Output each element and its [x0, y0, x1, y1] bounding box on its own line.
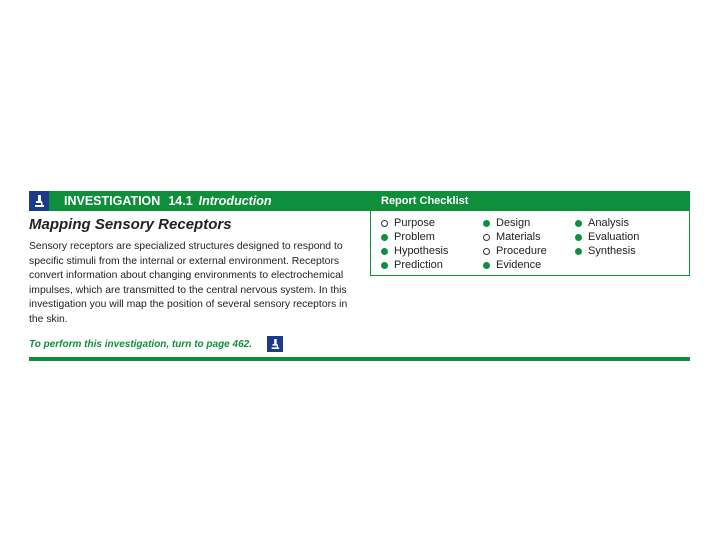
checklist-column: [575, 216, 639, 258]
checklist-item: Purpose: [381, 216, 448, 230]
bottom-divider: [29, 357, 690, 361]
investigation-number: 14.1: [168, 194, 193, 208]
checklist-item: Prediction: [381, 258, 448, 272]
lab-description: Sensory receptors are specialized structures designed to respond to specific stimuli from the internal or external environment. Receptors convert information about changing environments to electrochemical impulses, which are transmitted to the central nervous system. In this investigation you will map the position of several sensory receptors in the skin.: [29, 241, 348, 325]
microscope-icon: [267, 336, 283, 352]
investigation-heading: [64, 191, 272, 211]
report-checklist: [370, 211, 690, 276]
checklist-item: Design: [483, 216, 547, 230]
investigation-label: INVESTIGATION: [64, 194, 161, 208]
checklist-item: Problem: [381, 230, 448, 244]
unchecked-dot-icon: [483, 248, 490, 255]
checked-dot-icon: [575, 234, 582, 241]
unchecked-dot-icon: [483, 234, 490, 241]
checked-dot-icon: [381, 248, 388, 255]
checklist-item: Materials: [483, 230, 547, 244]
report-checklist-title: Report Checklist: [381, 195, 469, 207]
checked-dot-icon: [575, 248, 582, 255]
checklist-item: Evidence: [483, 258, 547, 272]
checklist-item: Evaluation: [575, 230, 639, 244]
checklist-column: [483, 216, 547, 272]
unchecked-dot-icon: [381, 220, 388, 227]
checked-dot-icon: [483, 220, 490, 227]
page-reference-link[interactable]: To perform this investigation, turn to page 462.: [29, 338, 252, 350]
checklist-item: Analysis: [575, 216, 639, 230]
checked-dot-icon: [381, 234, 388, 241]
checklist-column: [381, 216, 448, 272]
checklist-item: Synthesis: [575, 244, 639, 258]
checklist-item: Hypothesis: [381, 244, 448, 258]
checked-dot-icon: [575, 220, 582, 227]
checked-dot-icon: [381, 262, 388, 269]
checked-dot-icon: [483, 262, 490, 269]
checklist-item: Procedure: [483, 244, 547, 258]
microscope-icon: [29, 191, 49, 211]
section-label: Introduction: [198, 194, 272, 208]
lab-title: Mapping Sensory Receptors: [29, 216, 232, 233]
